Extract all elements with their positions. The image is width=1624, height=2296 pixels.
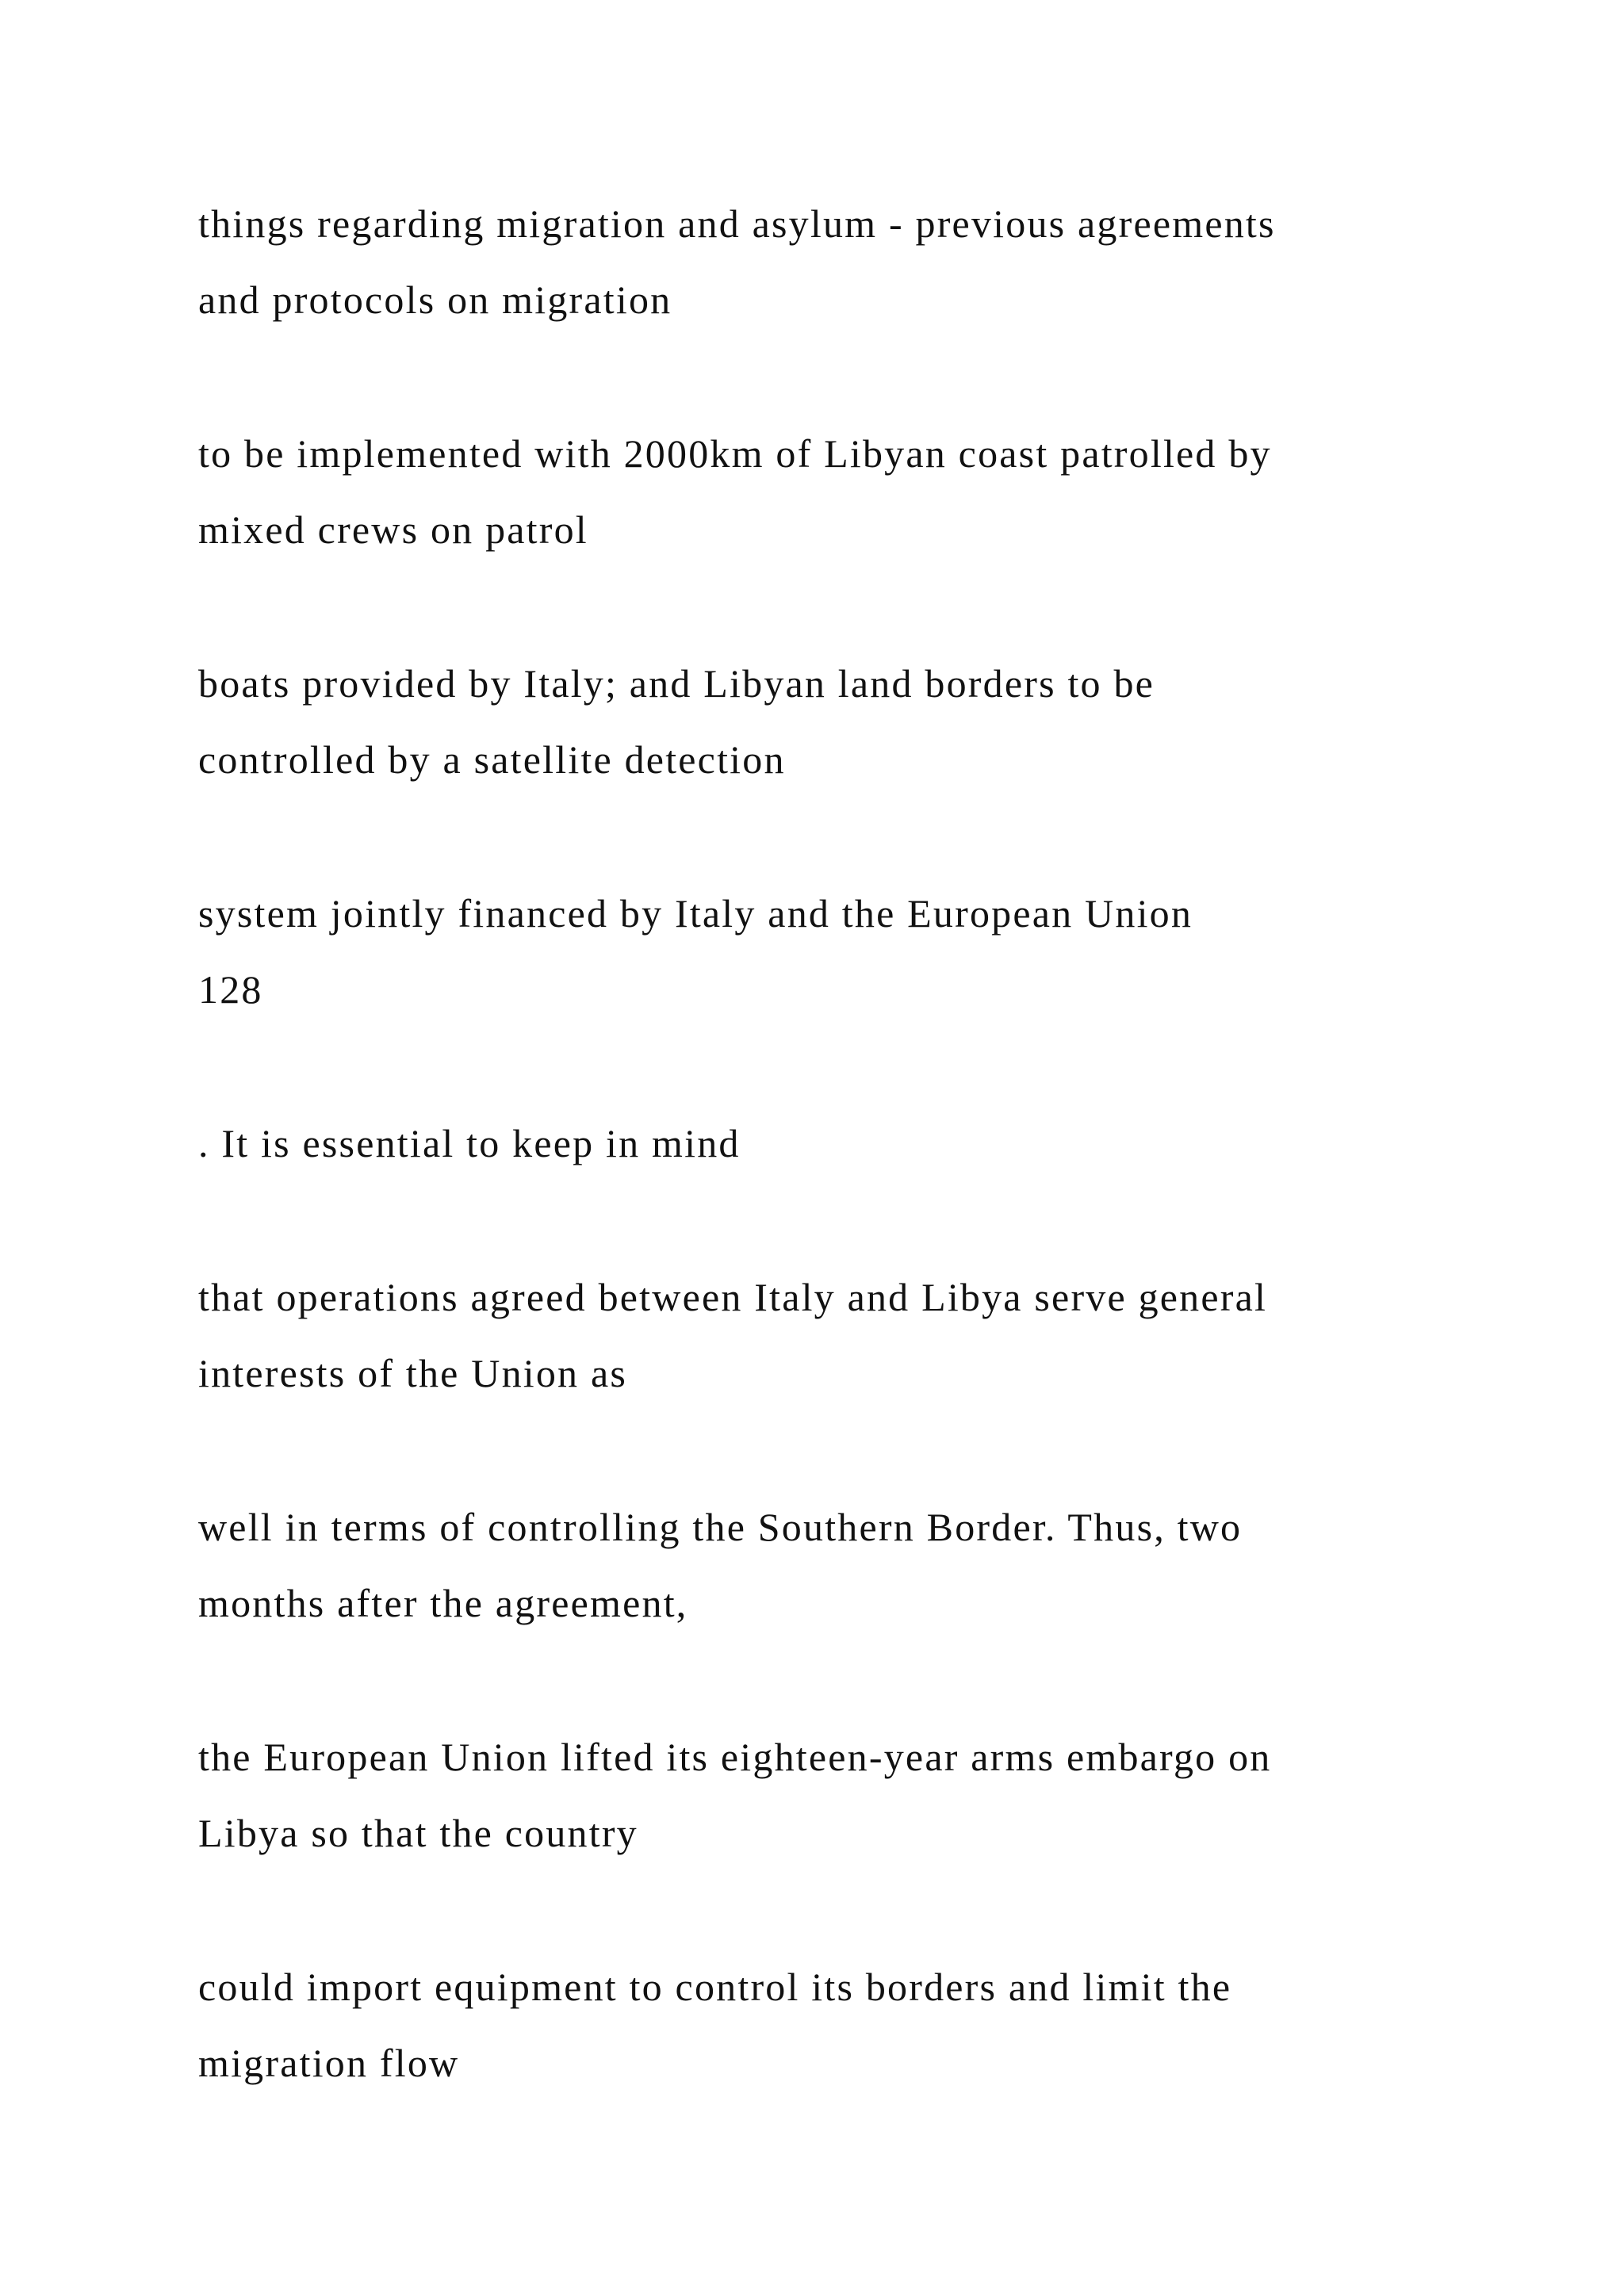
paragraph-line: that operations agreed between Italy and Libya serve general: [198, 1275, 1268, 1319]
paragraph-line: controlled by a satellite detection: [198, 737, 786, 782]
paragraph-line: Libya so that the country: [198, 1811, 638, 1855]
paragraph-6: [198, 1259, 1507, 1411]
paragraph-line: migration flow: [198, 2041, 460, 2085]
paragraph-line: . It is essential to keep in mind: [198, 1121, 741, 1165]
paragraph-line: the European Union lifted its eighteen-year arms embargo on: [198, 1735, 1272, 1779]
paragraph-line: interests of the Union as: [198, 1351, 628, 1395]
paragraph-line: system jointly financed by Italy and the European Union: [198, 891, 1193, 936]
paragraph-line: and protocols on migration: [198, 277, 672, 322]
paragraph-3: [198, 645, 1507, 798]
paragraph-8: [198, 1719, 1507, 1871]
paragraph-2: [198, 415, 1507, 568]
paragraph-line: well in terms of controlling the Southern Border. Thus, two: [198, 1505, 1243, 1549]
footnote-number: 128: [198, 967, 263, 1012]
paragraph-7: [198, 1489, 1507, 1641]
paragraph-line: months after the agreement,: [198, 1581, 688, 1625]
paragraph-line: boats provided by Italy; and Libyan land borders to be: [198, 661, 1155, 706]
paragraph-line: things regarding migration and asylum - previous agreements: [198, 201, 1276, 246]
paragraph-1: [198, 186, 1507, 338]
paragraph-5: [198, 1105, 1507, 1181]
paragraph-4: [198, 875, 1507, 1027]
paragraph-line: to be implemented with 2000km of Libyan coast patrolled by: [198, 431, 1272, 476]
paragraph-line: mixed crews on patrol: [198, 507, 588, 552]
paragraph-line: could import equipment to control its borders and limit the: [198, 1965, 1232, 2009]
paragraph-9: [198, 1949, 1507, 2101]
